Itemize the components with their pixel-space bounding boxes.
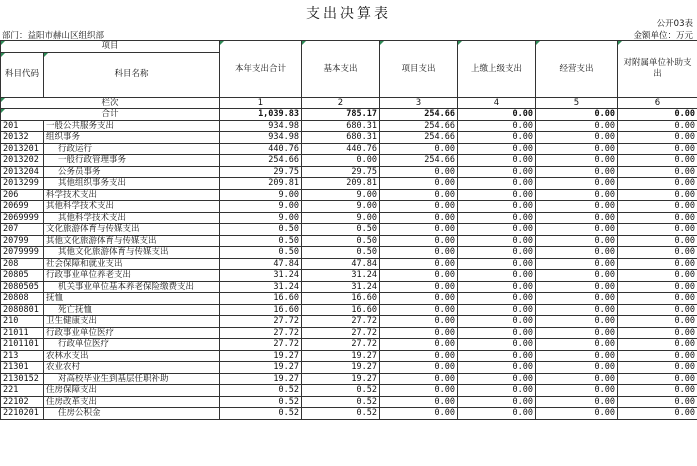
row-project-value: 0.00 — [380, 212, 458, 224]
row-project-value: 0.00 — [380, 247, 458, 259]
business-header: 经营支出 — [536, 41, 618, 98]
row-upper-value: 0.00 — [458, 247, 536, 259]
row-subsidiary-value: 0.00 — [618, 270, 697, 282]
form-code: 公开03表 — [656, 19, 693, 29]
row-code: 210 — [1, 316, 44, 328]
table-row — [1, 396, 697, 408]
row-basic-value: 0.50 — [302, 224, 380, 236]
row-subsidiary-value: 0.00 — [618, 235, 697, 247]
row-name: 行政事业单位养老支出 — [44, 270, 220, 282]
row-upper-value: 0.00 — [458, 293, 536, 305]
row-basic-value: 0.50 — [302, 247, 380, 259]
row-upper-value: 0.00 — [458, 373, 536, 385]
table-row — [1, 143, 697, 155]
row-total-value: 0.50 — [220, 224, 302, 236]
row-subsidiary-value: 0.00 — [618, 408, 697, 420]
table-row — [1, 212, 697, 224]
row-code: 21011 — [1, 327, 44, 339]
row-basic-value: 9.00 — [302, 212, 380, 224]
row-name: 文化旅游体育与传媒支出 — [44, 224, 220, 236]
row-subsidiary-value: 0.00 — [618, 293, 697, 305]
table-row — [1, 339, 697, 351]
row-subsidiary-value: 0.00 — [618, 178, 697, 190]
row-code: 201 — [1, 120, 44, 132]
row-upper-value: 0.00 — [458, 396, 536, 408]
row-name: 对高校毕业生到基层任职补助 — [44, 373, 220, 385]
table-row — [1, 258, 697, 270]
table-row — [1, 201, 697, 213]
row-name: 住房保障支出 — [44, 385, 220, 397]
row-upper-value: 0.00 — [458, 270, 536, 282]
row-total-value: 16.60 — [220, 304, 302, 316]
row-basic-value: 31.24 — [302, 270, 380, 282]
row-code: 2013299 — [1, 178, 44, 190]
table-row — [1, 408, 697, 420]
row-project-value: 254.66 — [380, 120, 458, 132]
row-business-value: 0.00 — [536, 373, 618, 385]
row-project-value: 254.66 — [380, 155, 458, 167]
row-subsidiary-value: 0.00 — [618, 281, 697, 293]
table-row — [1, 178, 697, 190]
row-business-value: 0.00 — [536, 178, 618, 190]
total-header: 本年支出合计 — [220, 41, 302, 98]
row-project-value: 0.00 — [380, 385, 458, 397]
table-row — [1, 247, 697, 259]
row-code: 2013201 — [1, 143, 44, 155]
row-name: 住房公积金 — [44, 408, 220, 420]
column-number: 4 — [458, 97, 536, 109]
column-number-label: 栏次 — [1, 97, 220, 109]
table-row — [1, 373, 697, 385]
table-row — [1, 132, 697, 144]
row-subsidiary-value: 0.00 — [618, 396, 697, 408]
row-total-value: 27.72 — [220, 327, 302, 339]
row-project-value: 0.00 — [380, 373, 458, 385]
row-business-value: 0.00 — [536, 224, 618, 236]
row-upper-value: 0.00 — [458, 189, 536, 201]
row-business-value: 0.00 — [536, 327, 618, 339]
table-row — [1, 385, 697, 397]
row-basic-value: 440.76 — [302, 143, 380, 155]
row-upper-value: 0.00 — [458, 178, 536, 190]
row-code: 221 — [1, 385, 44, 397]
total-value: 0.00 — [458, 109, 536, 121]
row-upper-value: 0.00 — [458, 120, 536, 132]
row-code: 2080801 — [1, 304, 44, 316]
row-business-value: 0.00 — [536, 385, 618, 397]
row-code: 2101101 — [1, 339, 44, 351]
row-project-value: 0.00 — [380, 362, 458, 374]
row-name: 抚恤 — [44, 293, 220, 305]
table-row — [1, 224, 697, 236]
row-total-value: 19.27 — [220, 350, 302, 362]
row-subsidiary-value: 0.00 — [618, 166, 697, 178]
row-business-value: 0.00 — [536, 339, 618, 351]
row-name: 行政事业单位医疗 — [44, 327, 220, 339]
row-upper-value: 0.00 — [458, 350, 536, 362]
row-total-value: 29.75 — [220, 166, 302, 178]
row-subsidiary-value: 0.00 — [618, 350, 697, 362]
row-basic-value: 29.75 — [302, 166, 380, 178]
row-total-value: 440.76 — [220, 143, 302, 155]
name-header: 科目名称 — [44, 52, 220, 97]
row-code: 22102 — [1, 396, 44, 408]
row-basic-value: 0.52 — [302, 396, 380, 408]
row-basic-value: 0.50 — [302, 235, 380, 247]
row-total-value: 9.00 — [220, 201, 302, 213]
row-subsidiary-value: 0.00 — [618, 339, 697, 351]
row-basic-value: 19.27 — [302, 350, 380, 362]
row-project-value: 0.00 — [380, 143, 458, 155]
row-code: 206 — [1, 189, 44, 201]
total-label: 合计 — [1, 109, 220, 121]
row-name: 农林水支出 — [44, 350, 220, 362]
row-total-value: 31.24 — [220, 281, 302, 293]
row-subsidiary-value: 0.00 — [618, 362, 697, 374]
row-upper-value: 0.00 — [458, 385, 536, 397]
table-row — [1, 270, 697, 282]
row-subsidiary-value: 0.00 — [618, 189, 697, 201]
row-project-value: 254.66 — [380, 132, 458, 144]
project-expense-header: 项目支出 — [380, 41, 458, 98]
row-project-value: 0.00 — [380, 166, 458, 178]
row-subsidiary-value: 0.00 — [618, 385, 697, 397]
row-upper-value: 0.00 — [458, 201, 536, 213]
row-basic-value: 27.72 — [302, 316, 380, 328]
row-basic-value: 209.81 — [302, 178, 380, 190]
row-basic-value: 680.31 — [302, 132, 380, 144]
table-row — [1, 166, 697, 178]
total-value: 254.66 — [380, 109, 458, 121]
row-business-value: 0.00 — [536, 201, 618, 213]
row-code: 2130152 — [1, 373, 44, 385]
row-subsidiary-value: 0.00 — [618, 247, 697, 259]
row-code: 2013204 — [1, 166, 44, 178]
row-total-value: 0.50 — [220, 247, 302, 259]
row-upper-value: 0.00 — [458, 166, 536, 178]
subsidiary-header: 对附属单位补助支出 — [618, 41, 697, 98]
row-total-value: 19.27 — [220, 373, 302, 385]
row-business-value: 0.00 — [536, 212, 618, 224]
row-total-value: 0.52 — [220, 408, 302, 420]
row-total-value: 0.52 — [220, 396, 302, 408]
total-row — [1, 109, 697, 121]
row-code: 20699 — [1, 201, 44, 213]
row-upper-value: 0.00 — [458, 155, 536, 167]
row-project-value: 0.00 — [380, 189, 458, 201]
row-business-value: 0.00 — [536, 362, 618, 374]
row-total-value: 9.00 — [220, 212, 302, 224]
row-subsidiary-value: 0.00 — [618, 132, 697, 144]
row-business-value: 0.00 — [536, 281, 618, 293]
row-code: 207 — [1, 224, 44, 236]
total-value: 0.00 — [618, 109, 697, 121]
code-header: 科目代码 — [1, 52, 44, 97]
row-name: 公务员事务 — [44, 166, 220, 178]
row-basic-value: 27.72 — [302, 339, 380, 351]
row-name: 组织事务 — [44, 132, 220, 144]
row-project-value: 0.00 — [380, 235, 458, 247]
row-total-value: 16.60 — [220, 293, 302, 305]
row-upper-value: 0.00 — [458, 362, 536, 374]
table-row — [1, 155, 697, 167]
row-total-value: 0.50 — [220, 235, 302, 247]
total-value: 1,039.83 — [220, 109, 302, 121]
row-business-value: 0.00 — [536, 120, 618, 132]
row-name: 行政单位医疗 — [44, 339, 220, 351]
row-code: 208 — [1, 258, 44, 270]
row-business-value: 0.00 — [536, 350, 618, 362]
total-value: 785.17 — [302, 109, 380, 121]
row-total-value: 9.00 — [220, 189, 302, 201]
row-project-value: 0.00 — [380, 270, 458, 282]
row-upper-value: 0.00 — [458, 143, 536, 155]
row-basic-value: 47.84 — [302, 258, 380, 270]
table-row — [1, 281, 697, 293]
expenditure-table — [0, 40, 697, 420]
report-title: 支出决算表 — [306, 6, 391, 22]
row-upper-value: 0.00 — [458, 258, 536, 270]
row-code: 20808 — [1, 293, 44, 305]
basic-header: 基本支出 — [302, 41, 380, 98]
row-project-value: 0.00 — [380, 224, 458, 236]
column-number: 6 — [618, 97, 697, 109]
row-name: 行政运行 — [44, 143, 220, 155]
row-basic-value: 27.72 — [302, 327, 380, 339]
table-row — [1, 235, 697, 247]
row-name: 农业农村 — [44, 362, 220, 374]
row-business-value: 0.00 — [536, 235, 618, 247]
row-total-value: 31.24 — [220, 270, 302, 282]
row-subsidiary-value: 0.00 — [618, 327, 697, 339]
row-total-value: 934.98 — [220, 120, 302, 132]
table-row — [1, 120, 697, 132]
row-project-value: 0.00 — [380, 316, 458, 328]
row-code: 213 — [1, 350, 44, 362]
row-total-value: 27.72 — [220, 339, 302, 351]
row-project-value: 0.00 — [380, 178, 458, 190]
row-code: 20132 — [1, 132, 44, 144]
row-name: 其他文化旅游体育与传媒支出 — [44, 235, 220, 247]
table-row — [1, 189, 697, 201]
column-number: 3 — [380, 97, 458, 109]
row-project-value: 0.00 — [380, 350, 458, 362]
row-upper-value: 0.00 — [458, 132, 536, 144]
column-number: 2 — [302, 97, 380, 109]
amount-unit-label: 金额单位：万元 — [633, 31, 693, 41]
row-business-value: 0.00 — [536, 143, 618, 155]
row-basic-value: 9.00 — [302, 189, 380, 201]
row-subsidiary-value: 0.00 — [618, 258, 697, 270]
row-code: 2080505 — [1, 281, 44, 293]
row-name: 其他文化旅游体育与传媒支出 — [44, 247, 220, 259]
row-business-value: 0.00 — [536, 132, 618, 144]
row-subsidiary-value: 0.00 — [618, 212, 697, 224]
row-name: 死亡抚恤 — [44, 304, 220, 316]
row-basic-value: 680.31 — [302, 120, 380, 132]
row-project-value: 0.00 — [380, 281, 458, 293]
row-total-value: 19.27 — [220, 362, 302, 374]
row-name: 其他科学技术支出 — [44, 212, 220, 224]
row-name: 其他科学技术支出 — [44, 201, 220, 213]
row-business-value: 0.00 — [536, 293, 618, 305]
row-code: 21301 — [1, 362, 44, 374]
row-upper-value: 0.00 — [458, 224, 536, 236]
row-business-value: 0.00 — [536, 189, 618, 201]
row-total-value: 0.52 — [220, 385, 302, 397]
row-business-value: 0.00 — [536, 316, 618, 328]
row-business-value: 0.00 — [536, 258, 618, 270]
row-upper-value: 0.00 — [458, 304, 536, 316]
row-business-value: 0.00 — [536, 408, 618, 420]
row-upper-value: 0.00 — [458, 212, 536, 224]
row-name: 一般公共服务支出 — [44, 120, 220, 132]
table-row — [1, 350, 697, 362]
row-upper-value: 0.00 — [458, 235, 536, 247]
row-subsidiary-value: 0.00 — [618, 143, 697, 155]
row-total-value: 254.66 — [220, 155, 302, 167]
row-project-value: 0.00 — [380, 396, 458, 408]
row-upper-value: 0.00 — [458, 339, 536, 351]
row-basic-value: 16.60 — [302, 304, 380, 316]
row-business-value: 0.00 — [536, 304, 618, 316]
row-basic-value: 19.27 — [302, 373, 380, 385]
table-row — [1, 316, 697, 328]
row-business-value: 0.00 — [536, 155, 618, 167]
row-total-value: 209.81 — [220, 178, 302, 190]
row-name: 一般行政管理事务 — [44, 155, 220, 167]
row-upper-value: 0.00 — [458, 327, 536, 339]
table-row — [1, 304, 697, 316]
row-code: 20799 — [1, 235, 44, 247]
row-total-value: 934.98 — [220, 132, 302, 144]
row-basic-value: 31.24 — [302, 281, 380, 293]
row-total-value: 47.84 — [220, 258, 302, 270]
row-project-value: 0.00 — [380, 327, 458, 339]
row-business-value: 0.00 — [536, 247, 618, 259]
row-subsidiary-value: 0.00 — [618, 155, 697, 167]
row-project-value: 0.00 — [380, 408, 458, 420]
row-name: 机关事业单位基本养老保险缴费支出 — [44, 281, 220, 293]
row-code: 20805 — [1, 270, 44, 282]
row-project-value: 0.00 — [380, 258, 458, 270]
row-basic-value: 0.52 — [302, 385, 380, 397]
table-row — [1, 362, 697, 374]
row-subsidiary-value: 0.00 — [618, 224, 697, 236]
row-project-value: 0.00 — [380, 201, 458, 213]
row-basic-value: 16.60 — [302, 293, 380, 305]
row-subsidiary-value: 0.00 — [618, 304, 697, 316]
row-basic-value: 9.00 — [302, 201, 380, 213]
row-name: 住房改革支出 — [44, 396, 220, 408]
total-value: 0.00 — [536, 109, 618, 121]
row-name: 科学技术支出 — [44, 189, 220, 201]
row-name: 其他组织事务支出 — [44, 178, 220, 190]
row-basic-value: 0.00 — [302, 155, 380, 167]
column-number: 5 — [536, 97, 618, 109]
row-upper-value: 0.00 — [458, 316, 536, 328]
column-number-row — [1, 97, 697, 109]
row-code: 2079999 — [1, 247, 44, 259]
row-project-value: 0.00 — [380, 293, 458, 305]
row-business-value: 0.00 — [536, 166, 618, 178]
row-subsidiary-value: 0.00 — [618, 373, 697, 385]
row-code: 2013202 — [1, 155, 44, 167]
table-row — [1, 293, 697, 305]
row-subsidiary-value: 0.00 — [618, 201, 697, 213]
column-number: 1 — [220, 97, 302, 109]
row-code: 2210201 — [1, 408, 44, 420]
row-basic-value: 19.27 — [302, 362, 380, 374]
row-upper-value: 0.00 — [458, 281, 536, 293]
row-code: 2069999 — [1, 212, 44, 224]
department-label: 部门：益阳市赫山区组织部 — [2, 31, 105, 41]
row-subsidiary-value: 0.00 — [618, 316, 697, 328]
row-upper-value: 0.00 — [458, 408, 536, 420]
row-basic-value: 0.52 — [302, 408, 380, 420]
row-subsidiary-value: 0.00 — [618, 120, 697, 132]
row-name: 卫生健康支出 — [44, 316, 220, 328]
upper-header: 上缴上级支出 — [458, 41, 536, 98]
row-total-value: 27.72 — [220, 316, 302, 328]
row-business-value: 0.00 — [536, 270, 618, 282]
row-project-value: 0.00 — [380, 339, 458, 351]
project-header: 项目 — [1, 41, 220, 53]
table-row — [1, 327, 697, 339]
row-business-value: 0.00 — [536, 396, 618, 408]
row-name: 社会保障和就业支出 — [44, 258, 220, 270]
row-project-value: 0.00 — [380, 304, 458, 316]
